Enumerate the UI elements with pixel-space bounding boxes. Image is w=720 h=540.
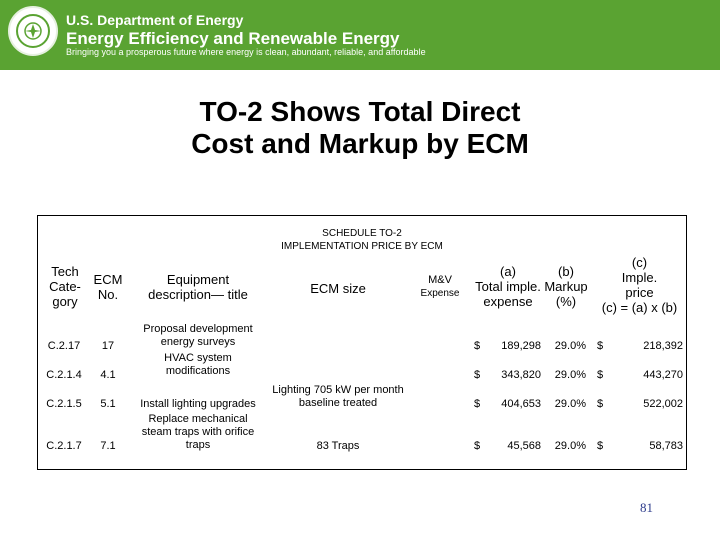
cell-description: [133, 398, 263, 411]
header-equipment-line: description— title: [148, 287, 248, 302]
cell-description: [133, 413, 263, 452]
cell-tech: C.2.17: [47, 340, 81, 352]
cell-price: 218,392: [643, 340, 683, 352]
cell-price: 58,783: [649, 440, 683, 452]
header-equipment: [133, 272, 263, 302]
description-line: energy surveys: [160, 336, 236, 348]
cell-markup: 29.0%: [554, 369, 586, 381]
header-ecm-no: [88, 272, 128, 302]
header-tech-line: Cate-: [49, 279, 81, 294]
cell-currency-c: $: [597, 340, 604, 352]
cell-ecm: 5.1: [100, 398, 116, 410]
banner-agency: U.S. Department of Energy: [66, 12, 244, 28]
cell-currency-a: $: [474, 398, 481, 410]
header-c-line: (c) = (a) x (b): [601, 300, 678, 315]
description-line: steam traps with orifice: [141, 426, 255, 438]
header-tech-line: gory: [52, 294, 78, 309]
cell-ecm: 4.1: [100, 369, 116, 381]
cell-ecm-size: [263, 384, 413, 410]
cell-currency-a: $: [474, 440, 481, 452]
cell-total: 189,298: [501, 340, 541, 352]
header-a-line: Total imple.: [475, 279, 541, 294]
doe-seal-icon: [8, 6, 58, 56]
schedule-subtitle: IMPLEMENTATION PRICE BY ECM: [281, 241, 443, 252]
header-a-line: expense: [483, 294, 533, 309]
description-line: HVAC system: [164, 352, 232, 364]
header-ecm-line: No.: [97, 287, 119, 302]
slide-title-line1: TO-2 Shows Total Direct: [199, 96, 521, 127]
header-tech-line: Tech: [51, 264, 79, 279]
cell-price: 443,270: [643, 369, 683, 381]
header-c-line: (c): [631, 255, 648, 270]
description-line: modifications: [165, 365, 231, 377]
header-c-line: price: [625, 285, 654, 300]
cell-currency-c: $: [597, 369, 604, 381]
cell-total: 343,820: [501, 369, 541, 381]
cell-description: [133, 323, 263, 349]
header-c-line: Imple.: [621, 270, 658, 285]
page-number: 81: [640, 500, 653, 515]
slide-title: [0, 96, 720, 160]
cell-tech: C.2.1.4: [46, 369, 82, 381]
cell-currency-c: $: [597, 440, 604, 452]
header-b-line: Markup: [544, 279, 588, 294]
header-mv-line: M&V: [428, 274, 452, 286]
cell-ecm: 7.1: [100, 440, 116, 452]
header-ecm-line: ECM: [93, 272, 123, 287]
description-line: Install lighting upgrades: [140, 398, 256, 410]
cell-markup: 29.0%: [554, 440, 586, 452]
cell-currency-c: $: [597, 398, 604, 410]
size-line: 83 Traps: [316, 440, 360, 452]
header-b-line: (%): [555, 294, 577, 309]
slide-title-line2: Cost and Markup by ECM: [191, 128, 529, 159]
cell-tech: C.2.1.7: [46, 440, 82, 452]
schedule-table: [37, 215, 687, 470]
cell-description: [133, 352, 263, 378]
banner-tagline: Bringing you a prosperous future where energy is clean, abundant, reliable, and affordable: [66, 47, 426, 57]
cell-price: 522,002: [643, 398, 683, 410]
description-line: traps: [185, 439, 211, 451]
cell-ecm: 17: [101, 340, 115, 352]
banner-office: Energy Efficiency and Renewable Energy: [66, 29, 400, 48]
size-line: baseline treated: [298, 397, 378, 409]
header-equipment-line: Equipment: [166, 272, 230, 287]
header-banner: [0, 0, 720, 70]
cell-currency-a: $: [474, 340, 481, 352]
cell-currency-a: $: [474, 369, 481, 381]
header-a-line: (a): [500, 264, 516, 279]
cell-markup: 29.0%: [554, 340, 586, 352]
cell-total: 404,653: [501, 398, 541, 410]
schedule-title: SCHEDULE TO-2: [322, 228, 402, 239]
description-line: Replace mechanical: [148, 413, 248, 425]
cell-tech: C.2.1.5: [46, 398, 82, 410]
size-line: Lighting 705 kW per month: [272, 384, 404, 396]
header-ecm-size: ECM size: [310, 281, 366, 296]
description-line: Proposal development: [143, 323, 253, 335]
header-imple-price: [593, 255, 686, 315]
cell-total: 45,568: [507, 440, 541, 452]
header-mv-line: Expense: [420, 288, 460, 299]
header-markup: [540, 264, 592, 309]
cell-markup: 29.0%: [554, 398, 586, 410]
header-b-line: (b): [558, 264, 574, 279]
header-tech-category: [40, 264, 90, 309]
cell-ecm-size: [263, 440, 413, 453]
